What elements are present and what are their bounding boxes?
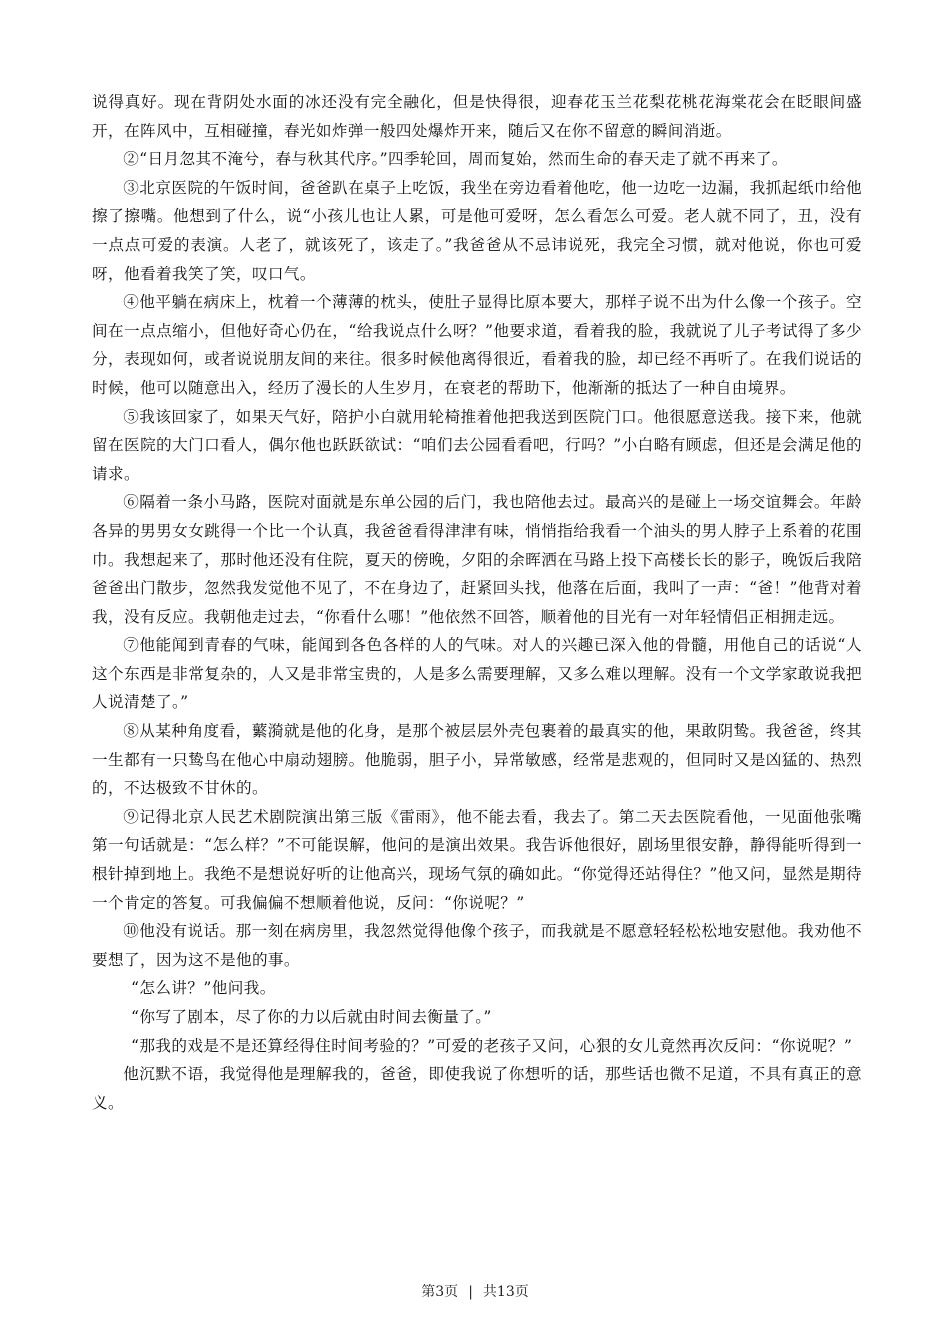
footer-separator: | [468,1284,473,1300]
paragraph-2: ②“日月忽其不淹兮，春与秋其代序。”四季轮回，周而复始，然而生命的春天走了就不再来了。 [123,150,788,169]
dialogue-line: “那我的戏是不是还算经得住时间考验的？”可爱的老孩子又问，心狠的女儿竟然再次反问：“你说呢？” [131,1036,853,1055]
paragraph-9: ⑨记得北京人民艺术剧院演出第三版《雷雨》，他不能去看，我去了。第二天去医院看他，一见面他张嘴第一句话就是：“怎么样？”不可能误解，他问的是演出效果。我告诉他很好，剧场里很安静，静得能听得到一根针掉到地上。我绝不是想说好听的让他高兴，现场气氛的确如此。“你觉得还站得住？”他又问，显然是期待一个肯定的答复。可我偏偏不想顺着他说，反问：“你说呢？” [92,807,862,912]
page-footer [0,1281,950,1301]
paragraph-6: ⑥隔着一条小马路，医院对面就是东单公园的后门，我也陪他去过。最高兴的是碰上一场交谊舞会。年龄各异的男男女女跳得一个比一个认真，我爸爸看得津津有味，悄悄指给我看一个油头的男人脖子上系着的花围巾。我想起来了，那时他还没有住院，夏天的傍晚，夕阳的余晖洒在马路上投下高楼长长的影子，晚饭后我陪爸爸出门散步，忽然我发觉他不见了，不在身边了，赶紧回头找，他落在后面，我叫了一声：“爸！”他背对着我，没有反应。我朝他走过去，“你看什么哪！”他依然不回答，顺着他的目光有一对年轻情侣正相拥走远。 [92,493,862,626]
paragraph-continued: 说得真好。现在背阴处水面的冰还没有完全融化，但是快得很，迎春花玉兰花梨花桃花海棠花会在眨眼间盛开，在阵风中，互相碰撞，春光如炸弹一般四处爆炸开来，随后又在你不留意的瞬间消逝。 [92,93,862,140]
dialogue-line: “你写了剧本，尽了你的力以后就由时间去衡量了。” [131,1008,492,1026]
paragraph-5: ⑤我该回家了，如果天气好，陪护小白就用轮椅推着他把我送到医院门口。他很愿意送我。接下来，他就留在医院的大门口看人，偶尔他也跃跃欲试：“咱们去公园看看吧，行吗？”小白略有顾虑，但还是会满足他的请求。 [92,407,862,483]
dialogue-line: “怎么讲？”他问我。 [131,979,276,998]
page-number: 第3页 [421,1284,459,1300]
paragraph-10: ⑩他没有说话。那一刻在病房里，我忽然觉得他像个孩子，而我就是不愿意轻轻松松地安慰他。我劝他不要想了，因为这不是他的事。 [92,922,862,969]
paragraph-8: ⑧从某种角度看，蘩漪就是他的化身，是那个被层层外壳包裹着的最真实的他，果敢阴鸷。我爸爸，终其一生都有一只鸷鸟在他心中扇动翅膀。他脆弱，胆子小，异常敏感，经常是悲观的，但同时又是凶猛的、热烈的，不达极致不甘休的。 [92,722,862,798]
paragraph-4: ④他平躺在病床上，枕着一个薄薄的枕头，使肚子显得比原本要大，那样子说不出为什么像一个孩子。空间在一点点缩小，但他好奇心仍在，“给我说点什么呀？”他要求道，看着我的脸，我就说了儿子考试得了多少分，表现如何，或者说说朋友间的来往。很多时候他离得很近，看着我的脸，却已经不再听了。在我们说话的时候，他可以随意出入，经历了漫长的人生岁月，在衰老的帮助下，他渐渐的抵达了一种自由境界。 [92,293,862,397]
paragraph-3: ③北京医院的午饭时间，爸爸趴在桌子上吃饭，我坐在旁边看着他吃，他一边吃一边漏，我抓起纸巾给他擦了擦嘴。他想到了什么，说“小孩儿也让人累，可是他可爱呀，怎么看怎么可爱。老人就不同了，丑，没有一点点可爱的表演。人老了，就该死了，该走了。”我爸爸从不忌讳说死，我完全习惯，就对他说，你也可爱呀，他看着我笑了笑，叹口气。 [92,178,862,283]
closing-paragraph: 他沉默不语，我觉得他是理解我的，爸爸，即使我说了你想听的话，那些话也微不足道，不具有真正的意义。 [92,1065,862,1112]
page-total: 共13页 [482,1284,529,1300]
paragraph-7: ⑦他能闻到青春的气味，能闻到各色各样的人的气味。对人的兴趣已深入他的骨髓，用他自己的话说“人这个东西是非常复杂的，人又是非常宝贵的，人是多么需要理解，又多么难以理解。没有一个文学家敢说我把人说清楚了。” [92,636,862,712]
article-body [92,88,862,1117]
